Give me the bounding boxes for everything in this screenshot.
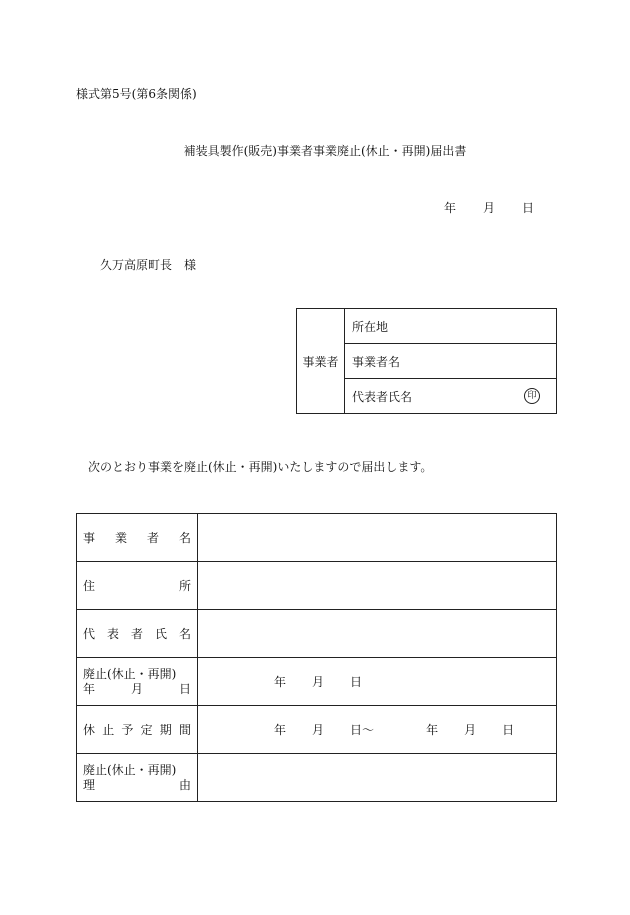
operator-representative-field[interactable] [345, 379, 557, 414]
reason-label-line1: 廃止(休止・再開) [83, 762, 177, 777]
label-char: 由 [178, 777, 191, 792]
operator-address-field[interactable] [345, 309, 557, 344]
document-title: 補装具製作(販売)事業者事業廃止(休止・再開)届出書 [183, 144, 467, 158]
representative-input[interactable] [198, 610, 557, 658]
statement-text: 次のとおり事業を廃止(休止・再開)いたしますので届出します。 [88, 460, 433, 474]
date-year-unit: 年 [444, 201, 457, 215]
reason-input[interactable] [198, 754, 557, 802]
label-char: 者 [146, 531, 159, 545]
date-day-unit: 日 [521, 201, 534, 215]
suspension-period-label [77, 706, 198, 754]
label-char: 住 [83, 579, 96, 593]
label-char: 所 [178, 579, 191, 593]
reason-label [77, 754, 198, 802]
closure-date-label-line1: 廃止(休止・再開) [83, 666, 177, 681]
table-row [77, 514, 557, 562]
label-char: 名 [178, 531, 191, 545]
date-month-unit: 月 [482, 201, 495, 215]
label-char: 日 [178, 681, 191, 696]
operator-address-label: 所在地 [352, 319, 389, 334]
operator-table [296, 308, 557, 414]
date-day-unit: 日 [502, 723, 515, 737]
business-name-label [77, 514, 198, 562]
label-char: 業 [114, 531, 127, 545]
addressee [100, 256, 196, 273]
addressee-name: 久万高原町長 [100, 258, 173, 272]
date-day-unit: 日 [350, 723, 363, 737]
range-tilde: 〜 [362, 723, 375, 737]
business-name-input[interactable] [198, 514, 557, 562]
label-char: 止 [102, 723, 115, 737]
operator-name-field[interactable] [345, 344, 557, 379]
operator-label: 事業者 [297, 309, 345, 414]
label-char: 名 [178, 627, 191, 641]
label-char: 理 [83, 777, 96, 792]
operator-representative-label: 代表者氏名 [352, 389, 413, 404]
date-year-unit: 年 [274, 675, 287, 689]
seal-mark: 印 [524, 388, 540, 404]
table-row [77, 658, 557, 706]
address-label [77, 562, 198, 610]
main-form-table [76, 513, 557, 802]
table-row [77, 610, 557, 658]
label-char: 表 [106, 627, 119, 641]
date-month-unit: 月 [312, 723, 325, 737]
date-day-unit: 日 [350, 675, 363, 689]
label-char: 月 [130, 681, 143, 696]
closure-date-input[interactable] [198, 658, 557, 706]
label-char: 定 [140, 723, 153, 737]
closure-date-label [77, 658, 198, 706]
table-row [77, 562, 557, 610]
label-char: 休 [83, 723, 96, 737]
representative-label [77, 610, 198, 658]
label-char: 者 [130, 627, 143, 641]
label-char: 氏 [154, 627, 167, 641]
date-year-unit: 年 [274, 723, 287, 737]
suspension-period-input[interactable] [198, 706, 557, 754]
form-number: 様式第5号(第6条関係) [76, 87, 197, 101]
label-char: 年 [83, 681, 96, 696]
label-char: 期 [159, 723, 172, 737]
submission-date[interactable] [444, 199, 534, 216]
date-month-unit: 月 [464, 723, 477, 737]
label-char: 予 [121, 723, 134, 737]
operator-name-label: 事業者名 [352, 354, 401, 369]
address-input[interactable] [198, 562, 557, 610]
date-year-unit: 年 [426, 723, 439, 737]
addressee-honorific: 様 [184, 258, 197, 272]
label-char: 代 [83, 627, 96, 641]
label-char: 間 [178, 723, 191, 737]
date-month-unit: 月 [312, 675, 325, 689]
table-row [77, 754, 557, 802]
label-char: 事 [83, 531, 96, 545]
table-row [77, 706, 557, 754]
